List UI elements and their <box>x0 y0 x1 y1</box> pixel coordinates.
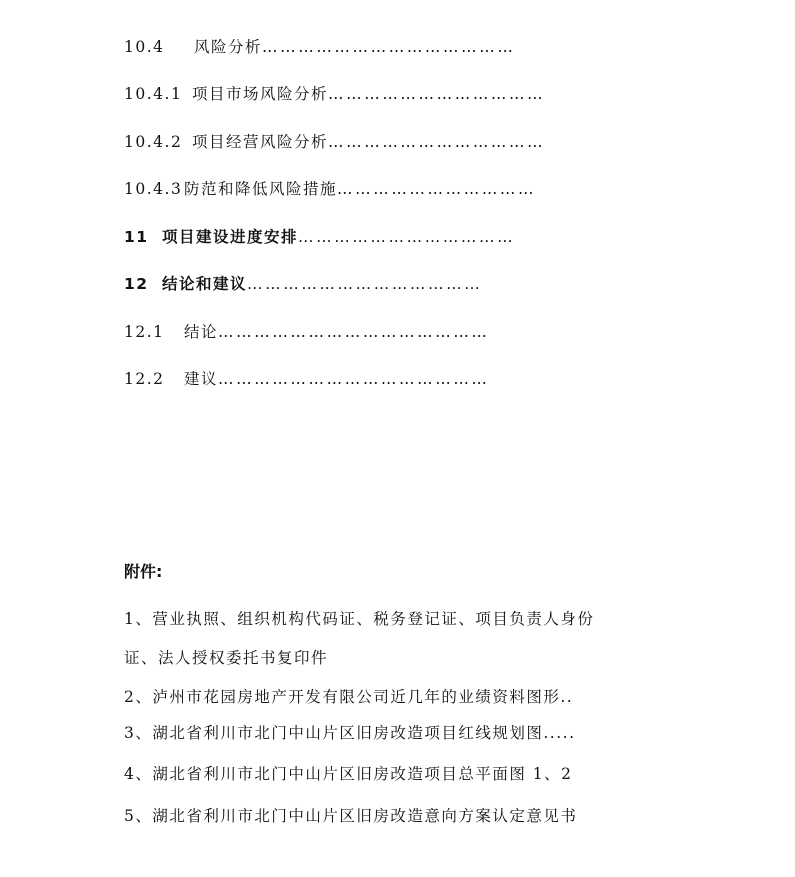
toc-entry-number: 12.1 <box>124 323 165 341</box>
toc-entry-title: 项目经营风险分析 <box>192 133 329 151</box>
toc-entry <box>124 177 536 201</box>
toc-leader-dots: ……………………………… <box>298 228 516 246</box>
toc-entry-title: 结论和建议 <box>162 275 248 293</box>
toc-entry-number: 12.2 <box>124 370 165 388</box>
toc-entry <box>124 367 490 391</box>
toc-leader-dots: …………………………………… <box>262 38 516 56</box>
attachment-item-line: 3、湖北省利川市北门中山片区旧房改造项目红线规划图..... <box>124 724 576 742</box>
toc-leader-dots: ……………………………… <box>328 133 546 151</box>
toc-leader-dots: …………………………… <box>337 180 537 198</box>
toc-entry <box>124 82 545 106</box>
toc-leader-dots: ……………………………………… <box>218 323 490 341</box>
toc-entry <box>124 320 490 344</box>
toc-entry-number: 10.4 <box>124 38 165 56</box>
toc-entry-number: 11 <box>124 228 149 246</box>
toc-entry-number: 10.4.3 <box>124 180 183 198</box>
toc-chapter-entry <box>124 225 515 249</box>
toc-entry-number: 10.4.2 <box>124 133 183 151</box>
toc-entry-title: 结论 <box>184 323 219 341</box>
toc-leader-dots: ……………………………………… <box>218 370 490 388</box>
toc-leader-dots: ………………………………… <box>247 275 483 293</box>
toc-entry <box>124 130 545 154</box>
toc-entry-title: 防范和降低风险措施 <box>184 180 338 198</box>
attachment-item-line: 2、泸州市花园房地产开发有限公司近几年的业绩资料图形.. <box>124 688 574 706</box>
attachment-item-line: 1、营业执照、组织机构代码证、税务登记证、项目负责人身份 <box>124 610 595 628</box>
attachment-item-line: 5、湖北省利川市北门中山片区旧房改造意向方案认定意见书 <box>124 807 578 825</box>
toc-entry-title: 建议 <box>184 370 219 388</box>
toc-entry-title: 项目建设进度安排 <box>162 228 299 246</box>
attachment-item-line: 4、湖北省利川市北门中山片区旧房改造项目总平面图 1、2 <box>124 765 573 783</box>
toc-entry-number: 10.4.1 <box>124 85 183 103</box>
attachment-item-line-continued: 证、法人授权委托书复印件 <box>124 649 329 667</box>
toc-chapter-entry <box>124 272 482 296</box>
toc-entry <box>124 35 515 59</box>
toc-leader-dots: ……………………………… <box>328 85 546 103</box>
toc-entry-title: 风险分析 <box>194 38 263 56</box>
toc-entry-number: 12 <box>124 275 149 293</box>
attachments-heading: 附件: <box>124 562 163 581</box>
toc-entry-title: 项目市场风险分析 <box>192 85 329 103</box>
